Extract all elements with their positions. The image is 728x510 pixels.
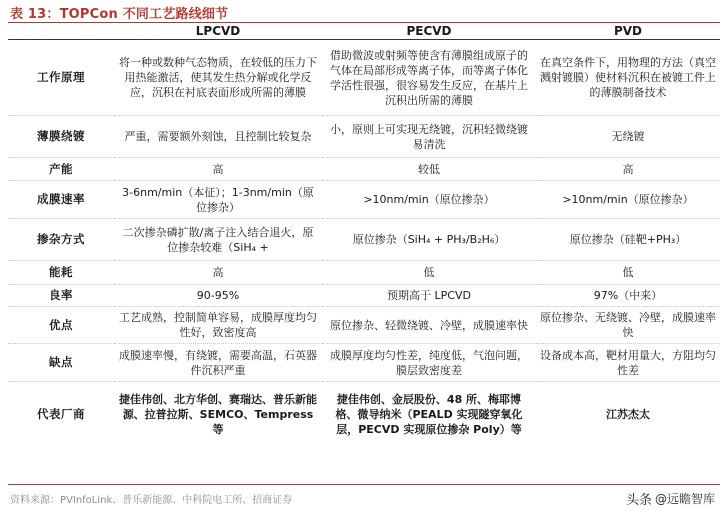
cell-pvd: 低	[536, 261, 720, 285]
row-label: 工作原理	[8, 40, 114, 116]
cell-lpcvd: 捷佳伟创、北方华创、赛瑞达、普乐新能源、拉普拉斯、SEMCO、Tempress 等	[119, 392, 317, 436]
cell-lpcvd: 成膜速率慢，有绕镀，需要高温，石英器件沉积严重	[114, 344, 322, 382]
header-lpcvd: LPCVD	[114, 23, 322, 40]
row-label: 掺杂方式	[8, 219, 114, 261]
cell-pecvd: 低	[322, 261, 536, 285]
cell-pecvd: >10nm/min（原位掺杂）	[322, 181, 536, 219]
cell-lpcvd: 工艺成熟，控制简单容易，成膜厚度均匀性好，致密度高	[114, 307, 322, 344]
cell-pecvd: 原位掺杂（SiH₄ + PH₃/B₂H₆）	[322, 219, 536, 261]
cell-pecvd: 较低	[322, 158, 536, 181]
watermark	[626, 489, 718, 508]
cell-pvd: 高	[536, 158, 720, 181]
cell-pvd: >10nm/min（原位掺杂）	[536, 181, 720, 219]
cell-pecvd: 预期高于 LPCVD	[322, 285, 536, 307]
cell-pvd: 设备成本高，靶材用量大，方阻均匀性差	[536, 344, 720, 382]
cell-pvd: 原位掺杂（硅靶+PH₃）	[536, 219, 720, 261]
row-label: 良率	[8, 285, 114, 307]
row-label: 优点	[8, 307, 114, 344]
cell-lpcvd: 严重，需要额外刻蚀，且控制比较复杂	[114, 116, 322, 158]
cell-lpcvd: 高	[114, 158, 322, 181]
cell-pvd: 原位掺杂、无绕镀、冷壁，成膜速率快	[536, 307, 720, 344]
cell-pvd: 江苏杰太	[606, 407, 650, 421]
cell-pvd: 无绕镀	[536, 116, 720, 158]
cell-pecvd: 成膜厚度均匀性差，纯度低，气泡问题，膜层致密度差	[322, 344, 536, 382]
header-corner	[8, 23, 114, 40]
source-note: 资料来源：PVInfoLink、普乐新能源、中科院电工所、招商证券	[10, 495, 293, 506]
table-row	[8, 181, 720, 219]
table-row	[8, 116, 720, 158]
row-label: 能耗	[8, 261, 114, 285]
row-label: 薄膜绕镀	[8, 116, 114, 158]
table-row	[8, 40, 720, 116]
table-row	[8, 219, 720, 261]
cell-pecvd: 小，原则上可实现无绕镀，沉积轻微绕镀易清洗	[322, 116, 536, 158]
table-row	[8, 344, 720, 382]
header-row	[8, 23, 720, 40]
row-label: 成膜速率	[8, 181, 114, 219]
comparison-table	[8, 23, 720, 447]
cell-lpcvd: 90-95%	[114, 285, 322, 307]
header-pecvd: PECVD	[322, 23, 536, 40]
cell-pecvd: 借助微波或射频等使含有薄膜组成原子的气体在局部形成等离子体，而等离子体化学活性很强，很容易发生反应，在基片上沉积出所需的薄膜	[322, 40, 536, 116]
cell-lpcvd: 将一种或数种气态物质，在较低的压力下用热能激活，使其发生热分解或化学反应，沉积在衬底表面形成所需的薄膜	[114, 40, 322, 116]
table-row	[8, 285, 720, 307]
table-title: 表 13：TOPCon 不同工艺路线细节	[10, 7, 229, 22]
cell-pvd: 97%（中来）	[536, 285, 720, 307]
table-row	[8, 261, 720, 285]
table-row	[8, 382, 720, 447]
row-label: 缺点	[8, 344, 114, 382]
watermark-handle: @远瞻智库	[654, 492, 715, 506]
cell-pecvd: 捷佳伟创、金辰股份、48 所、梅耶博格、微导纳米（PEALD 实现隧穿氧化层，PECVD 实现原位掺杂 Poly）等	[335, 392, 523, 436]
row-label: 产能	[8, 158, 114, 181]
cell-lpcvd: 二次掺杂磷扩散/离子注入结合退火，原位掺杂较难（SiH₄ +	[114, 219, 322, 261]
cell-lpcvd: 3-6nm/min（本征）；1-3nm/min（原位掺杂）	[114, 181, 322, 219]
watermark-prefix: 头条	[625, 493, 652, 508]
bottom-rule	[8, 484, 720, 485]
cell-lpcvd: 高	[114, 261, 322, 285]
row-label: 代表厂商	[37, 406, 85, 421]
cell-pecvd: 原位掺杂、轻微绕镀、冷壁，成膜速率快	[322, 307, 536, 344]
header-pvd: PVD	[536, 23, 720, 40]
cell-pvd: 在真空条件下，用物理的方法（真空溅射镀膜）使材料沉积在被镀工件上的薄膜制备技术	[536, 40, 720, 116]
table-row	[8, 158, 720, 181]
table-row	[8, 307, 720, 344]
